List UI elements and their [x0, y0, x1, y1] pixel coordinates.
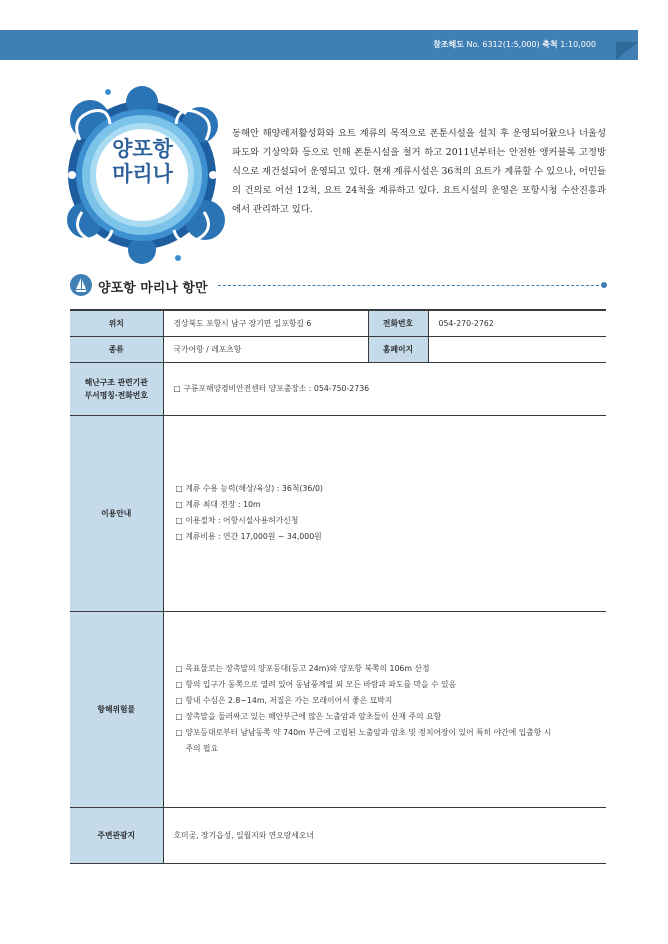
list-item: □ 목표물로는 장촉말의 양포등대(등고 24m)와 양포항 북쪽의 106m 산정: [175, 664, 430, 673]
table-row: [70, 807, 606, 863]
scale-label: 축척: [542, 40, 558, 49]
list-item: □ 계류 수용 능력(해상/육상) : 36척(36/0): [175, 484, 323, 493]
table-row: [70, 415, 606, 611]
type-label: 종류: [70, 336, 163, 362]
tour-value: 호미곶, 장기읍성, 일월지와 연오랑세오녀: [163, 807, 606, 863]
homepage-value: [428, 336, 606, 362]
list-item: □ 양포등대로부터 남남동쪽 약 740m 부근에 고립된 노출암과 암초 및 정치어장이 있어 특히 야간에 입출항 시: [175, 728, 552, 737]
list-item: □ 이용절차 : 어항시설사용허가신청: [175, 516, 299, 525]
location-value: 경상북도 포항시 남구 장기면 일포항길 6: [163, 310, 368, 336]
type-value: 국가어항 / 레포츠항: [163, 336, 368, 362]
location-label: 위치: [70, 310, 163, 336]
section-dot: [601, 282, 607, 288]
intro-paragraph: 동해안 해양레저활성화와 요트 계류의 목적으로 폰툰시설을 설치 후 운영되어왔으나 너울성 파도와 기상악화 등으로 인해 폰툰시설을 철거 하고 2011년부터는 안전한 앵커블록 고정방식으로 재건설되어 운영되고 있다. 현재 계류시설은 36척의 요트가 계류할 수 있으나, 어민들의 건의로 어선 12척, 요트 24척을 계류하고 있다. 요트시설의 운영은 포항시청 수산진흥과에서 관리하고 있다.: [232, 128, 606, 215]
list-item: □ 계류 최대 전장 : 10m: [175, 500, 261, 509]
list-item: □ 항내 수심은 2.8~14m, 저질은 가는 모래이어서 좋은 묘박지: [175, 696, 393, 705]
phone-label: 전화번호: [368, 310, 428, 336]
section-heading: [70, 274, 610, 298]
header-banner: [0, 30, 638, 60]
rescue-label-line-2: 부서명칭·전화번호: [84, 390, 148, 400]
section-title: 양포항 마리나 항만: [98, 281, 208, 296]
rescue-label: [70, 362, 163, 415]
table-row: [70, 362, 606, 415]
table-row: [70, 611, 606, 807]
hazard-list: [163, 611, 606, 807]
usage-list: [163, 415, 606, 611]
emblem-line-1: 양포항: [112, 137, 173, 161]
tour-label: 주변관광지: [70, 807, 163, 863]
scale-value: 1:10,000: [560, 40, 596, 49]
list-item: □ 장촉말을 둘러싸고 있는 해안부근에 많은 노출암과 암초들이 산재 주의 요함: [175, 712, 442, 721]
rescue-value: □ 구룡포해양경비안전센터 양포출장소 : 054-750-2736: [163, 362, 606, 415]
emblem-line-2: 마리나: [112, 162, 173, 186]
ref-label: 참조해도: [433, 40, 464, 49]
usage-label: 이용안내: [70, 415, 163, 611]
marina-emblem: [60, 80, 225, 265]
list-item: □ 계류비용 : 연간 17,000원 ~ 34,000원: [175, 532, 322, 541]
hazard-label: 항해위험물: [70, 611, 163, 807]
list-item-continuation: 주의 필요: [185, 744, 219, 753]
marina-info-table: [70, 309, 606, 864]
map-reference: [433, 39, 596, 50]
sailboat-icon: [70, 274, 92, 296]
section-divider: [218, 285, 604, 286]
phone-value: 054-270-2762: [428, 310, 606, 336]
rescue-label-line-1: 해난구조 관련기관: [84, 377, 148, 387]
list-item: □ 항의 입구가 동쪽으로 열려 있어 동남풍계열 외 모든 바람과 파도를 막을 수 있음: [175, 680, 457, 689]
homepage-label: 홈페이지: [368, 336, 428, 362]
table-row: [70, 336, 606, 362]
emblem-title: [60, 137, 225, 187]
table-row: [70, 310, 606, 336]
ref-value: No. 6312(1:5,000): [466, 40, 540, 49]
banner-tail: [616, 42, 638, 60]
